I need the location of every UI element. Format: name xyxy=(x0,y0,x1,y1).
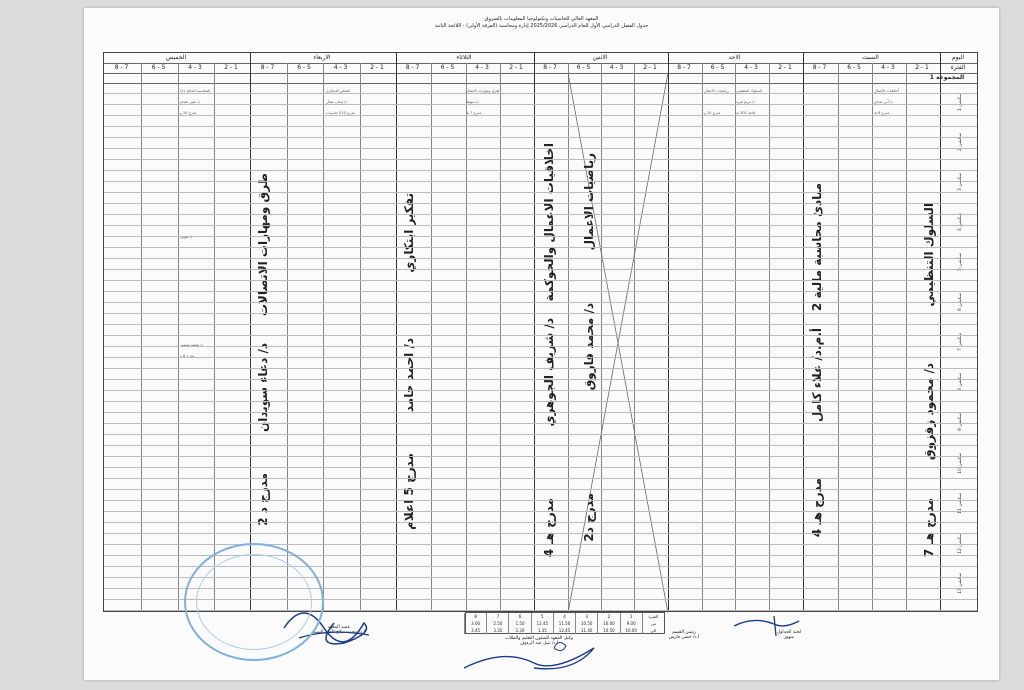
row-divider xyxy=(104,324,977,325)
sig4-title: عميد المعهد xyxy=(327,625,351,630)
col-divider xyxy=(178,63,179,611)
group-label: سكشن 10 xyxy=(958,453,963,474)
period-cell: 2 - 1 xyxy=(224,64,238,71)
group-label-column xyxy=(939,83,977,611)
col-divider xyxy=(466,63,467,611)
times-to-row-cell: 1.35 xyxy=(531,627,553,634)
row-divider xyxy=(104,478,977,479)
period-cell: 4 - 3 xyxy=(881,64,895,71)
times-to-row-cell: 11.40 xyxy=(575,627,597,634)
period-cell: 2 - 1 xyxy=(370,64,384,71)
day-label-cell: اليوم xyxy=(951,54,965,61)
times-from-row-cell: 10.50 xyxy=(575,620,597,627)
row-divider xyxy=(104,456,977,457)
row-divider xyxy=(104,500,977,501)
cell-text: السلوك التنظيمي xyxy=(736,89,762,93)
times-from-row-cell: 9.00 xyxy=(620,620,642,627)
col-divider xyxy=(906,63,907,611)
day-tuesday: الثلاثاء xyxy=(456,54,472,61)
sig3-name: أ.د/ نبيل عبد الرءوف xyxy=(519,641,559,646)
group-label: سكشن 4 xyxy=(958,213,963,232)
col-divider xyxy=(141,63,142,611)
cell-text: د/ إيمان جمال xyxy=(326,100,347,104)
group-label: سكشن 13 xyxy=(958,573,963,594)
times-from-row-cell: 10.00 xyxy=(597,620,619,627)
timetable-grid xyxy=(103,52,978,612)
wed-teacher: د/ احمد حامد xyxy=(402,338,416,413)
sig2-name: أ.د/ حسن فارس xyxy=(668,635,700,640)
schedule-sheet xyxy=(84,8,999,680)
period-cell: 2 - 1 xyxy=(643,64,657,71)
col-divider xyxy=(500,63,501,611)
cell-text: مدرج 10 و xyxy=(180,111,197,115)
wed-hall: مدرج 5 اعلام xyxy=(402,453,416,530)
times-header-row-cell: 2 xyxy=(597,613,619,620)
col-divider xyxy=(872,63,873,611)
times-to-row-cell: 2.30 xyxy=(508,627,530,634)
row-divider xyxy=(104,159,977,160)
row-divider xyxy=(104,214,977,215)
sun-course: مبادئ محاسبة مالية 2 xyxy=(810,183,824,312)
period-cell: 4 - 3 xyxy=(188,64,202,71)
header-line2: جدول الفصل الدراسي الأول للعام الدراسي 2025/2026 إدارة ومحاسبة (الفرقة الأولى) - اللائحة الثانية xyxy=(434,22,649,29)
row-divider xyxy=(104,247,977,248)
times-header-row-cell: 7 xyxy=(486,613,508,620)
times-to-row-cell: الى xyxy=(642,627,664,634)
row-divider xyxy=(104,511,977,512)
times-header-row-cell: الفترة xyxy=(642,613,664,620)
row-divider xyxy=(104,236,977,237)
group-header-row xyxy=(104,73,977,84)
sat-course: السلوك التنظيمي xyxy=(922,203,936,307)
period-cell: 4 - 3 xyxy=(609,64,624,71)
row-divider xyxy=(104,346,977,347)
cell-text: مدرج 6 هـ xyxy=(874,111,890,115)
period-cell: 8 - 7 xyxy=(677,64,691,71)
row-divider xyxy=(104,390,977,391)
period-cell: 8 - 7 xyxy=(114,64,129,71)
tue-course1: رياضيات الاعمال xyxy=(582,153,596,251)
period-cell: 8 - 7 xyxy=(812,64,827,71)
group-label: سكشن 6 xyxy=(958,293,963,312)
sun-teacher: أ.م.د/ علاء كامل xyxy=(810,328,824,422)
row-divider xyxy=(104,148,977,149)
sig4-name: أ.د/ محمد صلاح الدين السيد xyxy=(313,630,365,635)
tue-course2: اخلاقيات الاعمال والحوكمة xyxy=(542,143,556,302)
row-divider xyxy=(104,368,977,369)
col-divider xyxy=(214,63,215,611)
row-divider xyxy=(104,489,977,490)
sun-hall: مدرج هـ 4 xyxy=(810,478,824,538)
period-cell: 2 - 1 xyxy=(509,64,523,71)
times-from-row-cell: من xyxy=(642,620,664,627)
row-divider xyxy=(104,93,977,94)
cell-text: قاعة 301 هـ xyxy=(736,111,755,115)
row-divider xyxy=(104,225,977,226)
wed-course: تفكير ابتكاري xyxy=(402,193,416,273)
cell-text: د/ محمد منصور xyxy=(180,343,204,347)
period-cell: 8 - 7 xyxy=(260,64,275,71)
col-divider xyxy=(735,63,736,611)
group-label: سكشن 12 xyxy=(958,533,963,554)
day-sunday: الاحد xyxy=(728,54,741,61)
row-divider xyxy=(104,379,977,380)
period-cell: 6 - 5 xyxy=(440,64,455,71)
period-cell: 8 - 7 xyxy=(543,64,557,71)
period-cell: 4 - 3 xyxy=(475,64,489,71)
sat-teacher: د/ محمود زقزوق xyxy=(922,363,936,461)
row-divider xyxy=(104,335,977,336)
tue-teacher1: د/ محمد فاروق xyxy=(582,303,596,391)
tue-hall1: مدرج د2 xyxy=(582,493,596,542)
row-divider xyxy=(104,258,977,259)
group-label: سكشن 9 xyxy=(958,413,963,432)
cell-text: د/ أبي صادق xyxy=(874,100,893,104)
cell-text: مدرج 6 و xyxy=(180,354,195,358)
row-divider xyxy=(104,302,977,303)
group-header: المجموعة 1 xyxy=(929,74,965,81)
group-label: سكشن 2 xyxy=(958,133,963,152)
tue-teacher2: د/ شريف الجوهري xyxy=(542,318,556,427)
thu-hall: مدرج د 2 xyxy=(256,473,270,526)
period-cell: 6 - 5 xyxy=(151,64,166,71)
row-divider xyxy=(104,533,977,534)
times-from-row-cell: 12.45 xyxy=(531,620,553,627)
group-label: سكشن 8 xyxy=(958,373,963,392)
cell-text: المحاسبة المالية (2) xyxy=(180,89,211,93)
period-cell: 4 - 3 xyxy=(333,64,348,71)
row-divider xyxy=(104,203,977,204)
row-divider xyxy=(104,445,977,446)
row-divider xyxy=(104,467,977,468)
row-divider xyxy=(104,137,977,138)
col-divider xyxy=(702,63,703,611)
day-wednesday: الاربعاء xyxy=(313,54,331,61)
col-divider xyxy=(287,63,288,611)
times-header-row-cell: 5 xyxy=(531,613,553,620)
cell-text: أخلاقيات الأعمال xyxy=(874,89,899,93)
row-divider xyxy=(104,181,977,182)
sheet-header xyxy=(84,16,999,29)
row-divider xyxy=(104,269,977,270)
row-divider xyxy=(104,280,977,281)
group-label: سكشن 3 xyxy=(958,173,963,192)
cell-text: مدرج 10 و xyxy=(704,111,721,115)
cell-text: مدرج 010 حاسبات xyxy=(326,111,355,115)
thu-course: طرق ومهارات الاتصالات xyxy=(256,173,270,317)
group-label: سكشن 11 xyxy=(958,493,963,514)
thu-teacher: د/ دعاء سويدان xyxy=(256,343,270,433)
sig3-title: وكيل المعهد للشئون التعليم والطلاب xyxy=(505,636,573,641)
times-to-row-cell: 10.50 xyxy=(597,627,619,634)
times-from-row-cell: 3.00 xyxy=(464,620,486,627)
times-to-row-cell: 12.45 xyxy=(553,627,575,634)
row-divider xyxy=(104,412,977,413)
group-label: سكشن 7 xyxy=(958,333,963,352)
times-to-row-cell: 10.00 xyxy=(620,627,642,634)
row-divider xyxy=(104,357,977,358)
period-cell: 6 - 5 xyxy=(576,64,591,71)
cell-text: رياضيات الأعمال xyxy=(704,89,729,93)
row-divider xyxy=(104,423,977,424)
day-saturday: السبت xyxy=(862,54,879,61)
sig2-title: رئيس القسم xyxy=(672,630,696,635)
cell-text: مدرج 7 هـ xyxy=(466,111,482,115)
period-cell: 2 - 1 xyxy=(915,64,929,71)
sig1-name: منهور xyxy=(783,635,795,640)
col-divider xyxy=(431,63,432,611)
group-label: سكشن 1 xyxy=(958,93,963,112)
sat-hall: مدرج هـ 7 xyxy=(922,498,936,558)
row-divider xyxy=(104,170,977,171)
cell-text: د/ سهيلة xyxy=(466,100,479,104)
row-divider xyxy=(104,104,977,105)
period-cell: 6 - 5 xyxy=(847,64,861,71)
times-header-row-cell: 1 xyxy=(620,613,642,620)
cell-text: طرق ومهارات الاتصال xyxy=(466,89,500,93)
times-header-row-cell: 3 xyxy=(575,613,597,620)
day-monday: الاثنين xyxy=(592,54,608,61)
row-divider xyxy=(104,401,977,402)
times-from-row-cell: 1.50 xyxy=(508,620,530,627)
sig1-title: لجنة الجداول xyxy=(776,630,802,635)
row-divider xyxy=(104,522,977,523)
times-to-row-cell: 3.35 xyxy=(486,627,508,634)
cell-text: التفكير الابتكاري xyxy=(326,89,350,93)
times-from-row-cell: 2.50 xyxy=(486,620,508,627)
cell-text: د/ مريم فريد xyxy=(736,100,755,104)
row-divider xyxy=(104,126,977,127)
period-cell: 4 - 3 xyxy=(744,64,758,71)
col-divider xyxy=(769,63,770,611)
row-divider xyxy=(104,192,977,193)
row-divider xyxy=(104,434,977,435)
period-cell: 6 - 5 xyxy=(710,64,725,71)
times-from-row-cell: 11.50 xyxy=(553,620,575,627)
period-label-cell: الفترة xyxy=(950,64,966,71)
row-divider xyxy=(104,313,977,314)
period-cell: 8 - 7 xyxy=(405,64,420,71)
row-divider xyxy=(104,291,977,292)
institute-stamp-inner xyxy=(196,554,312,650)
day-thursday: الخميس xyxy=(165,54,187,61)
times-header-row-cell: 8 xyxy=(464,613,486,620)
col-divider xyxy=(838,63,839,611)
times-header-row-cell: 6 xyxy=(508,613,530,620)
period-cell: 6 - 5 xyxy=(297,64,311,71)
group-label: سكشن 5 xyxy=(958,253,963,272)
period-cell: 2 - 1 xyxy=(778,64,792,71)
cell-text: د/ عبير عصام xyxy=(180,100,200,104)
cell-text: د/ مؤمن xyxy=(180,235,193,239)
header-line1: المعهد العالي للحاسبات وتكنولوجيا المعلومات بالشروق xyxy=(484,16,599,22)
times-header-row-cell: 4 xyxy=(553,613,575,620)
tue-hall2: مدرج هـ 4 xyxy=(542,498,556,558)
col-divider xyxy=(360,63,361,611)
row-divider xyxy=(104,115,977,116)
col-divider xyxy=(323,63,324,611)
times-to-row-cell: 3.45 xyxy=(464,627,486,634)
